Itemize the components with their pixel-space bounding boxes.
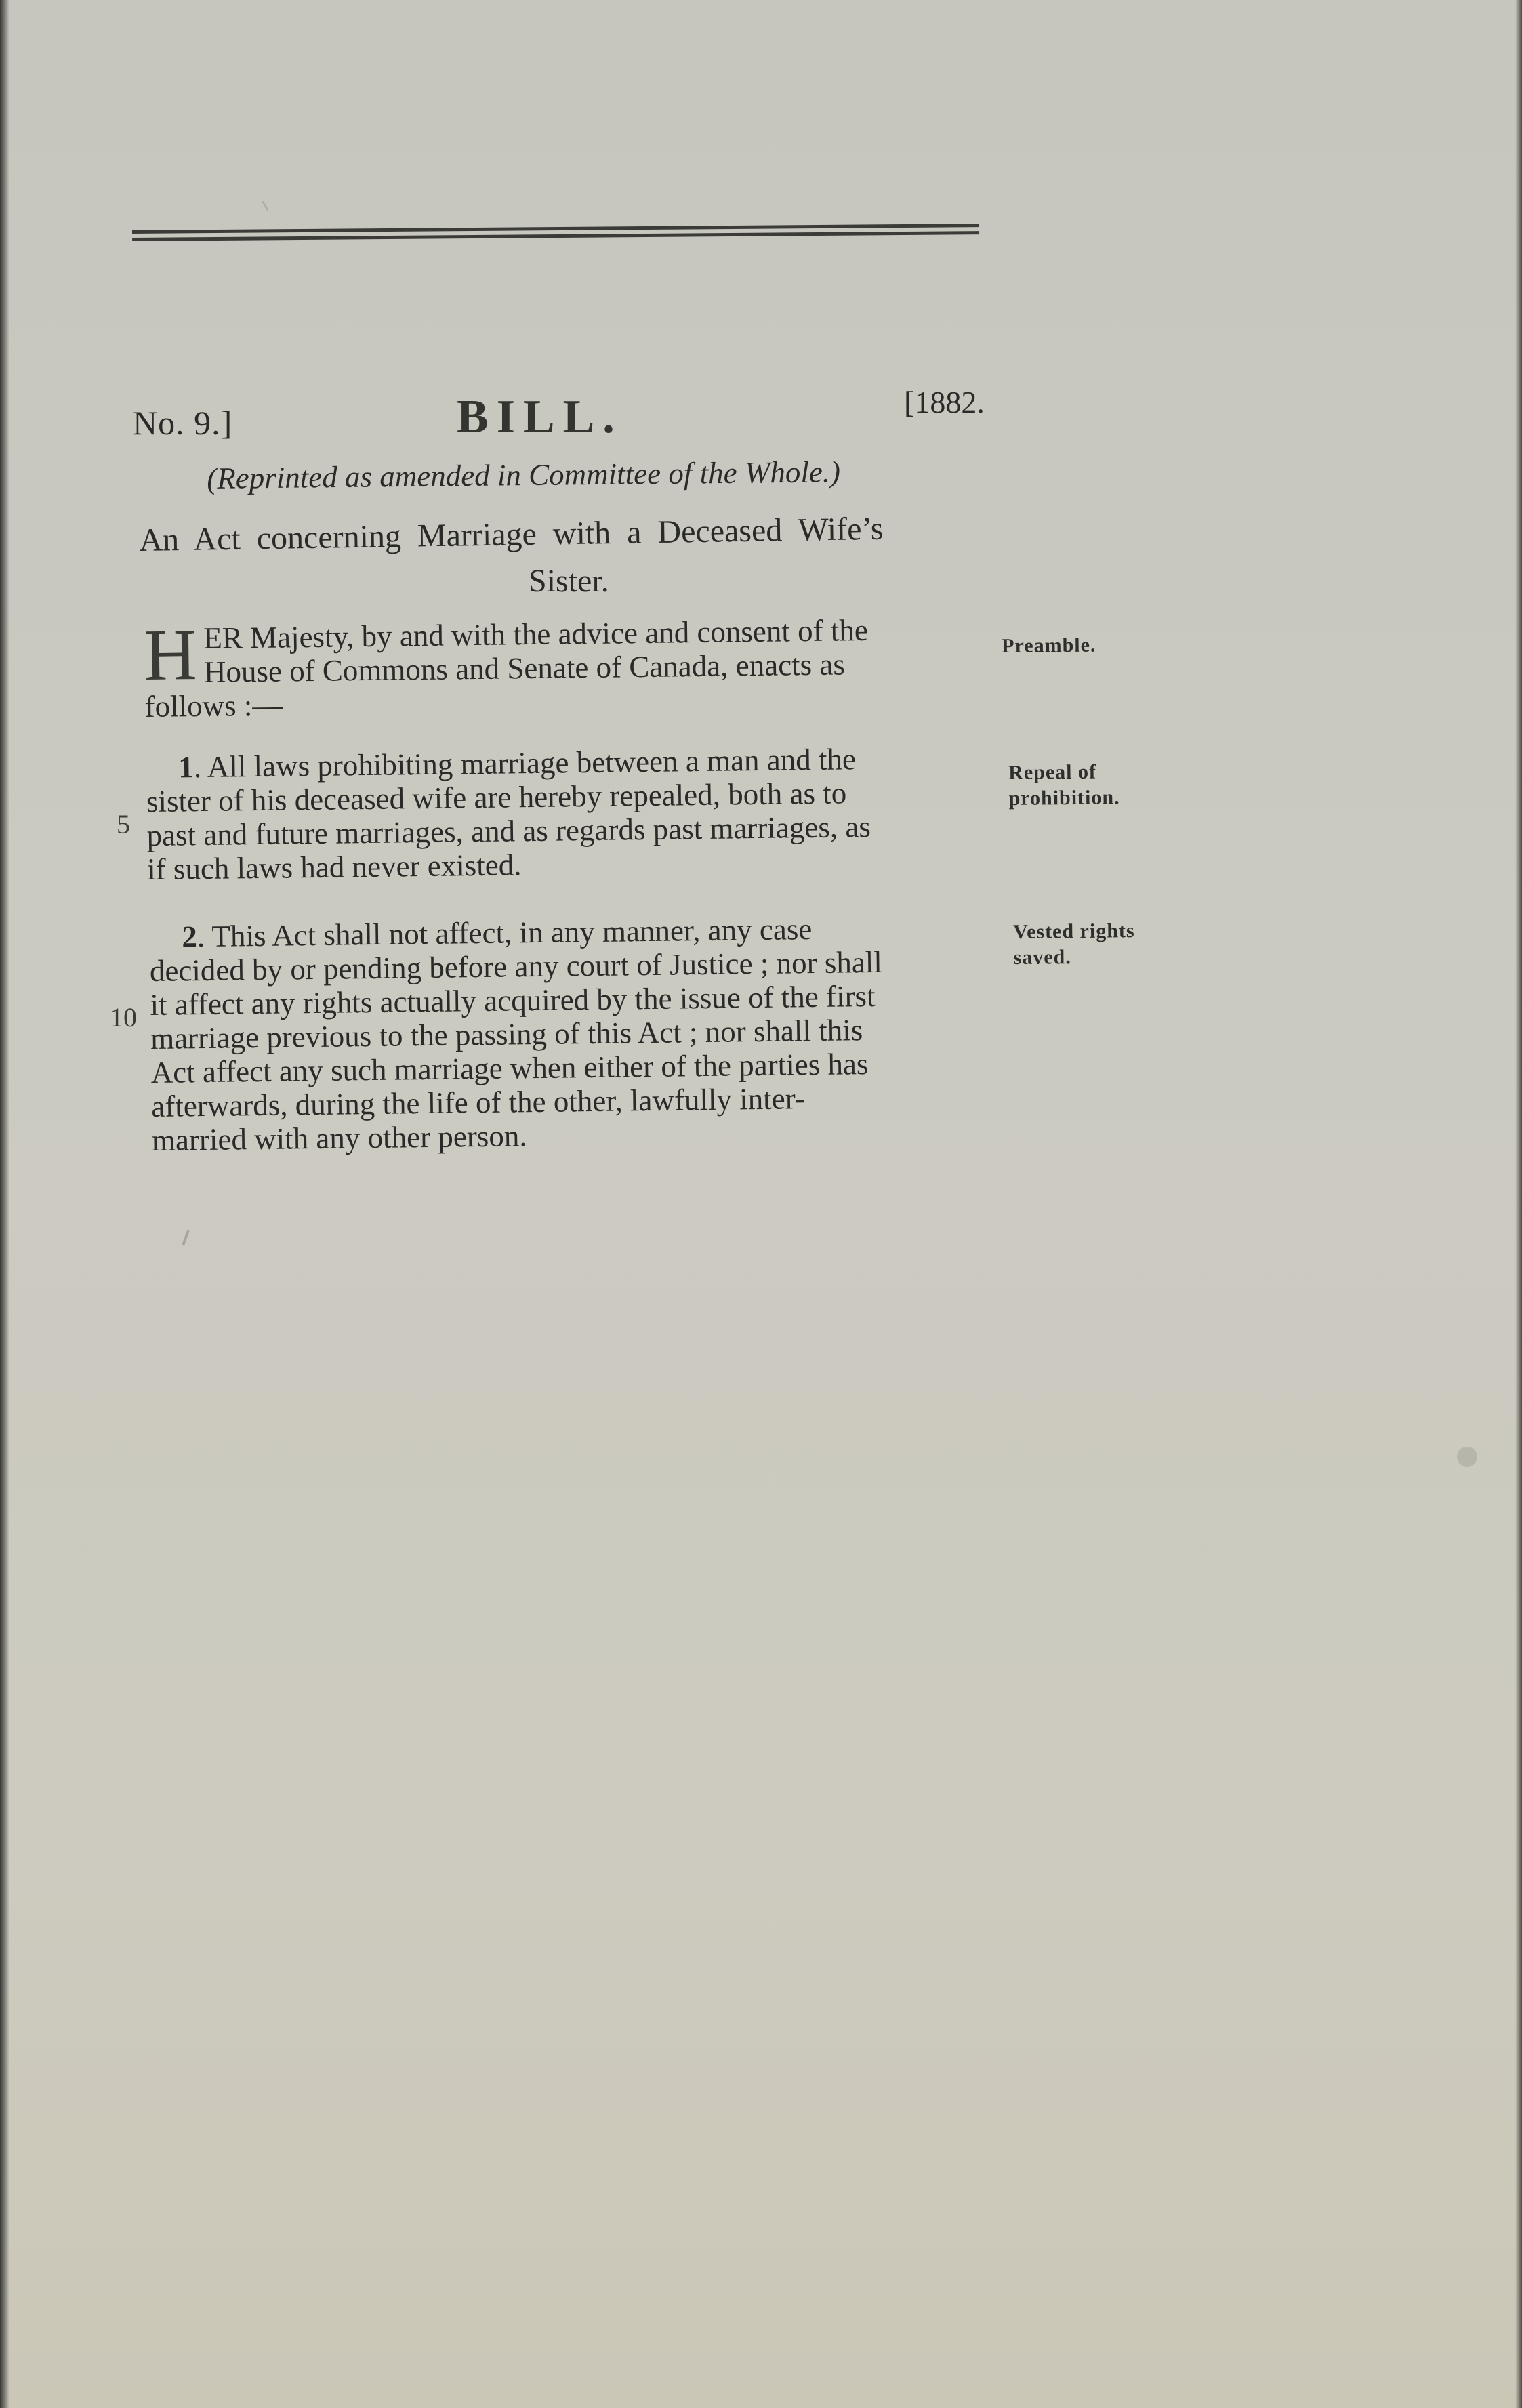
bill-year: [1882. [904,385,985,419]
margin-note-repeal-line-1: Repeal of [1008,760,1097,784]
section-2-number: 2 [181,919,198,954]
margin-note-vested-rights [1013,918,1135,971]
section-1-line-1-text: . All laws prohibiting marriage between a man and the [193,742,857,785]
margin-note-repeal [1008,759,1120,812]
section-2-line-7: married with any other person. [151,1119,527,1157]
preamble-line-2: House of Commons and Senate of Canada, enacts as [203,647,846,689]
margin-note-repeal-line-2: prohibition. [1008,786,1120,810]
preamble-line-3: follows :— [144,688,283,724]
margin-note-vested-line-1: Vested rights [1013,919,1135,943]
section-2-paragraph [149,911,884,1157]
section-2-line-4: marriage previous to the passing of this Act ; nor shall this [150,1013,863,1056]
preamble-dropcap: H [143,615,198,696]
paper-mark [262,201,269,211]
act-title-line-2: Sister. [529,563,609,599]
act-title-line-1: An Act concerning Marriage with a Deceased Wife’s [139,510,884,558]
bill-heading: BILL. [457,391,623,443]
section-1-line-2: sister of his deceased wife are hereby repealed, both as to [146,776,847,818]
section-1-line-3: past and future marriages, and as regards past marriages, as [146,809,871,852]
section-2-line-1-text: . This Act shall not affect, in any manner, any case [197,912,813,954]
page-left-edge [0,0,9,2408]
section-1-paragraph [146,742,871,886]
preamble-line-1: ER Majesty, by and with the advice and consent of the [203,613,869,655]
line-number-5: 5 [117,809,130,839]
paper-mark [182,1230,190,1246]
double-rule [132,224,979,245]
line-number-10: 10 [110,1002,137,1033]
preamble-paragraph [143,613,869,724]
section-2-line-3: it affect any rights actually acquired by the issue of the first [150,978,876,1022]
section-1-line-4: if such laws had never existed. [146,848,522,886]
margin-note-vested-line-2: saved. [1013,946,1071,969]
bill-number: No. 9.] [133,404,233,442]
section-2-line-2: decided by or pending before any court of Justice ; nor shall [149,944,883,988]
margin-note-preamble: Preamble. [1002,634,1096,657]
reprint-note: (Reprinted as amended in Committee of the Whole.) [207,455,841,495]
section-2-line-6: afterwards, during the life of the other, lawfully inter- [151,1081,806,1123]
page-right-edge [1515,0,1522,2408]
paper-speck [1457,1447,1477,1467]
section-2-line-5: Act affect any such marriage when either of the parties has [150,1047,869,1089]
section-1-number: 1 [178,750,194,785]
